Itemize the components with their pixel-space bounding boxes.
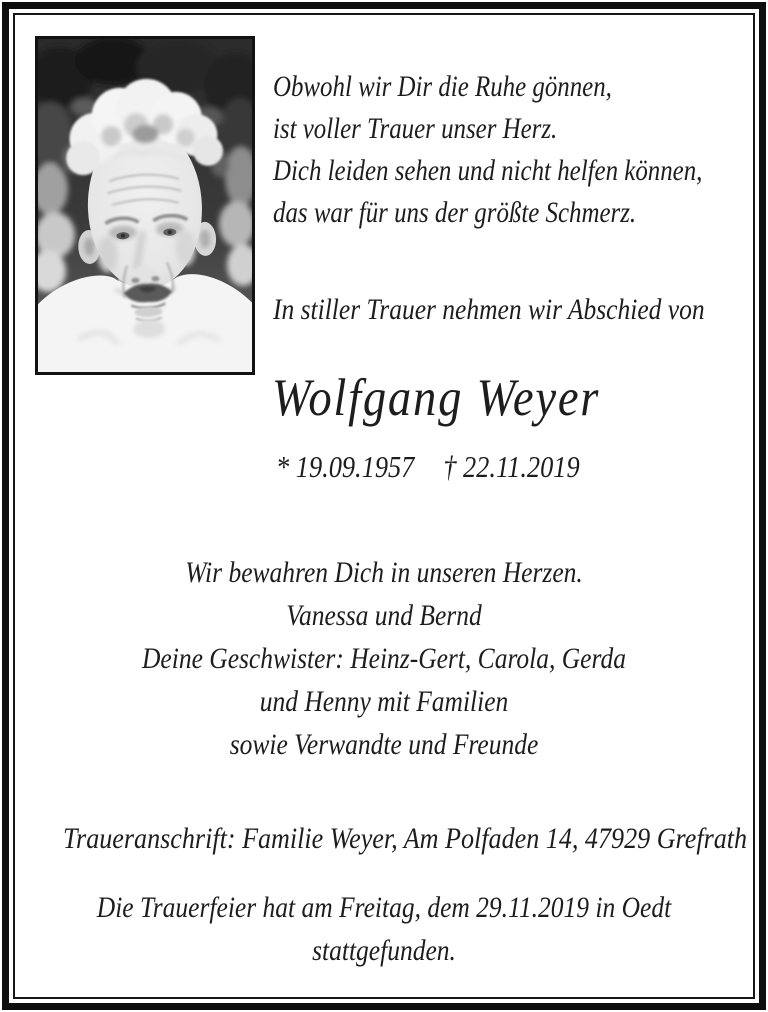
mourning-address: Traueranschrift: Familie Weyer, Am Polfaden 14, 47929 Grefrath [62, 822, 748, 855]
poem-line: Dich leiden sehen und nicht helfen können, [273, 154, 703, 187]
family-line: Vanessa und Bernd [286, 599, 482, 632]
poem-line: das war für uns der größte Schmerz. [273, 196, 637, 229]
portrait-photo [35, 36, 255, 375]
life-dates [276, 446, 580, 488]
family-line: Wir bewahren Dich in unseren Herzen. [185, 556, 583, 589]
family-line: und Henny mit Familien [259, 685, 509, 718]
funeral-notice-line: Die Trauerfeier hat am Freitag, dem 29.11.2019 in Oedt [96, 891, 672, 924]
death-date: † 22.11.2019 [443, 449, 580, 484]
family-line: sowie Verwandte und Freunde [229, 728, 539, 761]
funeral-notice-line: stattgefunden. [312, 934, 456, 967]
farewell-intro: In stiller Trauer nehmen wir Abschied von [273, 293, 705, 326]
portrait-photo-illustration [38, 39, 252, 372]
poem-line: ist voller Trauer unser Herz. [273, 112, 558, 145]
poem-line: Obwohl wir Dir die Ruhe gönnen, [273, 70, 612, 103]
family-message [70, 551, 697, 766]
birth-date: * 19.09.1957 [276, 449, 415, 484]
family-line: Deine Geschwister: Heinz-Gert, Carola, Gerda [142, 642, 626, 675]
deceased-name: Wolfgang Weyer [272, 369, 601, 427]
memorial-poem [273, 66, 702, 234]
funeral-notice [70, 886, 697, 972]
